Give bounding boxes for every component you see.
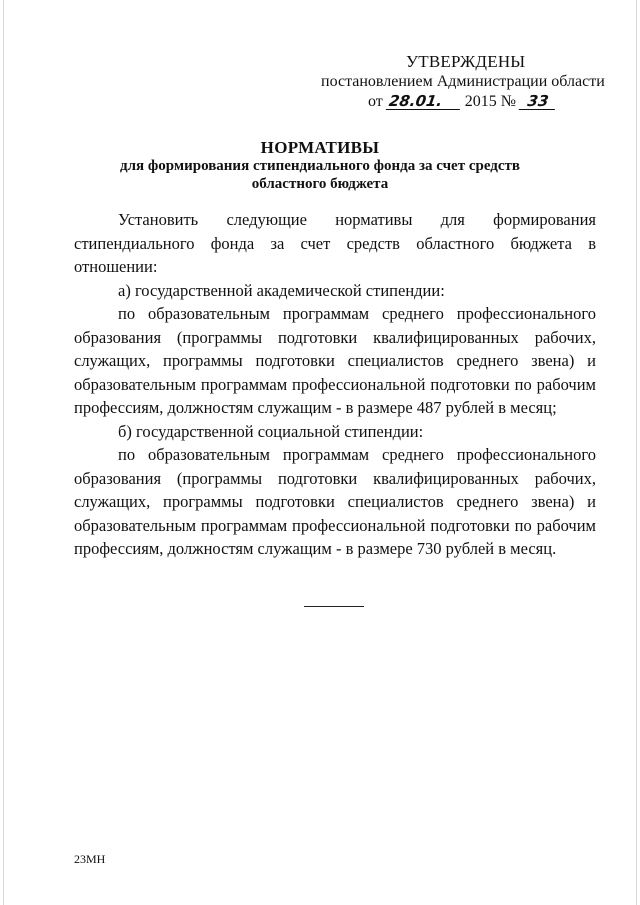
scan-edge-right — [636, 0, 637, 905]
footer-code: 23МН — [74, 852, 106, 866]
intro-line-2: стипендиального фонда за счет средств областного бюджета в отношении: — [74, 233, 596, 276]
item-a-text: по образовательным программам среднего профессионального образования (программы подготовки квалифицированных рабочих, служащих, программы подготовки специалистов среднего звена) и образовательным программам профессиональной подготовки по рабочим профессиям, должностям служащим - в размере 487 рублей в месяц; — [74, 304, 596, 417]
year-and-number-label: 2015 № — [464, 93, 517, 110]
handwritten-number: 33 — [519, 93, 557, 110]
item-b-title: б) государственной социальной стипендии: — [118, 421, 424, 441]
closing-separator — [304, 606, 364, 607]
item-a-title: а) государственной академической стипендии: — [118, 280, 445, 300]
handwritten-date: 28.01. — [386, 93, 462, 110]
approval-date-line — [368, 92, 556, 112]
intro-line-1: Установить следующие нормативы для формирования — [118, 210, 596, 229]
document-title: НОРМАТИВЫ — [260, 138, 380, 157]
approval-title: УТВЕРЖДЕНЫ — [406, 52, 526, 71]
approval-authority: постановлением Администрации области — [321, 73, 605, 90]
document-subtitle-line-1: для формирования стипендиального фонда за счет средств — [120, 158, 520, 174]
date-prefix: от — [368, 93, 383, 110]
document-subtitle-line-2: областного бюджета — [251, 176, 389, 192]
scan-edge-left — [3, 0, 4, 905]
document-body — [74, 208, 596, 561]
item-b-text: по образовательным программам среднего профессионального образования (программы подготовки квалифицированных рабочих, служащих, программы подготовки специалистов среднего звена) и образовательным программам профессиональной подготовки по рабочим профессиям, должностям служащим - в размере 730 рублей в месяц. — [74, 445, 596, 558]
